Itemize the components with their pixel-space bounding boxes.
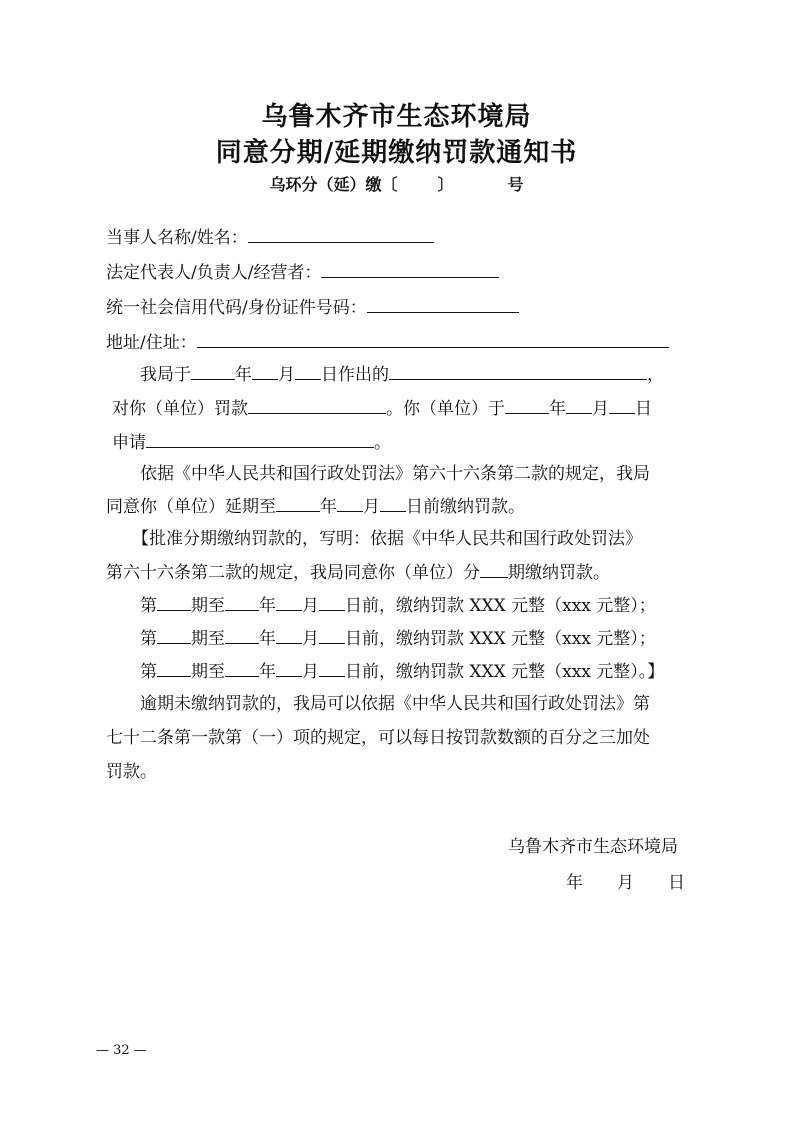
text: 年 [259, 629, 276, 649]
day-blank [295, 362, 321, 380]
blank [319, 593, 345, 611]
fine-amount-blank [248, 396, 386, 414]
para-4-line-1: 逾期未缴纳罚款的，我局可以依据《中华人民共和国行政处罚法》第 [140, 694, 650, 714]
party-name-row [106, 225, 434, 250]
application-blank [146, 430, 374, 448]
legal-rep-row [106, 260, 499, 285]
text: 期缴纳罚款。 [508, 563, 610, 583]
blank [157, 659, 191, 677]
decision-blank [389, 362, 647, 380]
text: 月 [592, 399, 609, 419]
text: 月 [302, 596, 319, 616]
address-label: 地址/住址： [106, 333, 197, 353]
year-blank [276, 494, 320, 512]
text: 月 [302, 662, 319, 682]
installment-row-2 [140, 626, 656, 651]
text: 日作出的 [321, 365, 389, 385]
text: 日 [635, 399, 652, 419]
doc-number-suffix: 号 [507, 175, 524, 194]
issuing-authority: 乌鲁木齐市生态环境局 [508, 837, 678, 857]
blank [276, 659, 302, 677]
blank [276, 593, 302, 611]
page-number: — 32 — [96, 1043, 147, 1058]
address-blank [197, 330, 669, 348]
doc-number-prefix: 乌环分（延）缴〔 [269, 175, 398, 194]
para-1-line-2 [112, 396, 652, 421]
para-3-line-1: 【批准分期缴纳罚款的，写明：依据《中华人民共和国行政处罚法》 [132, 529, 642, 549]
day-blank [380, 494, 406, 512]
text: 第 [140, 629, 157, 649]
para-2-line-1: 依据《中华人民共和国行政处罚法》第六十六条第二款的规定，我局 [140, 464, 650, 484]
para-3-line-2 [106, 560, 610, 585]
text: ， [647, 365, 664, 385]
text: 同意你（单位）延期至 [106, 497, 276, 517]
text: 年 [259, 662, 276, 682]
legal-rep-label: 法定代表人/负责人/经营者： [106, 263, 322, 283]
text: 期至 [191, 629, 225, 649]
blank [225, 593, 259, 611]
credit-code-blank [367, 295, 519, 313]
blank [157, 593, 191, 611]
legal-rep-blank [321, 260, 499, 278]
blank [157, 626, 191, 644]
text: 年 [566, 873, 583, 893]
credit-code-row [106, 295, 519, 320]
year-blank [505, 396, 549, 414]
text: 。 [374, 433, 391, 453]
text: 月 [363, 497, 380, 517]
month-blank [252, 362, 278, 380]
text: 第 [140, 662, 157, 682]
signature-date [566, 868, 685, 893]
blank [276, 626, 302, 644]
text: 年 [320, 497, 337, 517]
installment-row-1 [140, 593, 656, 618]
text: 月 [278, 365, 295, 385]
document-number [0, 172, 793, 195]
text: 我局于 [140, 365, 191, 385]
text: 第 [140, 596, 157, 616]
party-name-label: 当事人名称/姓名： [106, 228, 248, 248]
day-blank [609, 396, 635, 414]
address-row [106, 330, 669, 355]
para-2-line-2 [106, 494, 525, 519]
text: 期至 [191, 596, 225, 616]
blank [319, 626, 345, 644]
blank [225, 659, 259, 677]
para-4-line-2: 七十二条第一款第（一）项的规定，可以每日按罚款数额的百分之三加处 [106, 728, 650, 748]
title-line-1: 乌鲁木齐市生态环境局 [261, 102, 532, 132]
text: 日前，缴纳罚款 XXX 元整（xxx 元整）。】 [345, 662, 665, 682]
installment-count-blank [480, 560, 508, 578]
blank [319, 659, 345, 677]
text: 日前，缴纳罚款 XXX 元整（xxx 元整）； [345, 629, 656, 649]
party-name-blank [248, 225, 434, 243]
text: 月 [302, 629, 319, 649]
title-line-2: 同意分期/延期缴纳罚款通知书 [215, 138, 578, 168]
blank [225, 626, 259, 644]
text: 期至 [191, 662, 225, 682]
doc-number-bracket-close: 〕 [437, 175, 454, 194]
para-4-line-3: 罚款。 [106, 762, 157, 782]
credit-code-label: 统一社会信用代码/身份证件号码： [106, 298, 367, 318]
text: 。你（单位）于 [386, 399, 505, 419]
month-blank [566, 396, 592, 414]
text: 第六十六条第二款的规定，我局同意你（单位）分 [106, 563, 480, 583]
text: 年 [549, 399, 566, 419]
installment-row-3 [140, 659, 664, 684]
year-blank [191, 362, 235, 380]
text: 申请 [112, 433, 146, 453]
para-1-line-3 [112, 430, 391, 455]
text: 日 [668, 873, 685, 893]
para-1-line-1 [140, 362, 664, 387]
text: 对你（单位）罚款 [112, 399, 248, 419]
text: 日前，缴纳罚款 XXX 元整（xxx 元整）； [345, 596, 656, 616]
month-blank [337, 494, 363, 512]
text: 月 [617, 873, 634, 893]
text: 日前缴纳罚款。 [406, 497, 525, 517]
text: 年 [259, 596, 276, 616]
text: 年 [235, 365, 252, 385]
